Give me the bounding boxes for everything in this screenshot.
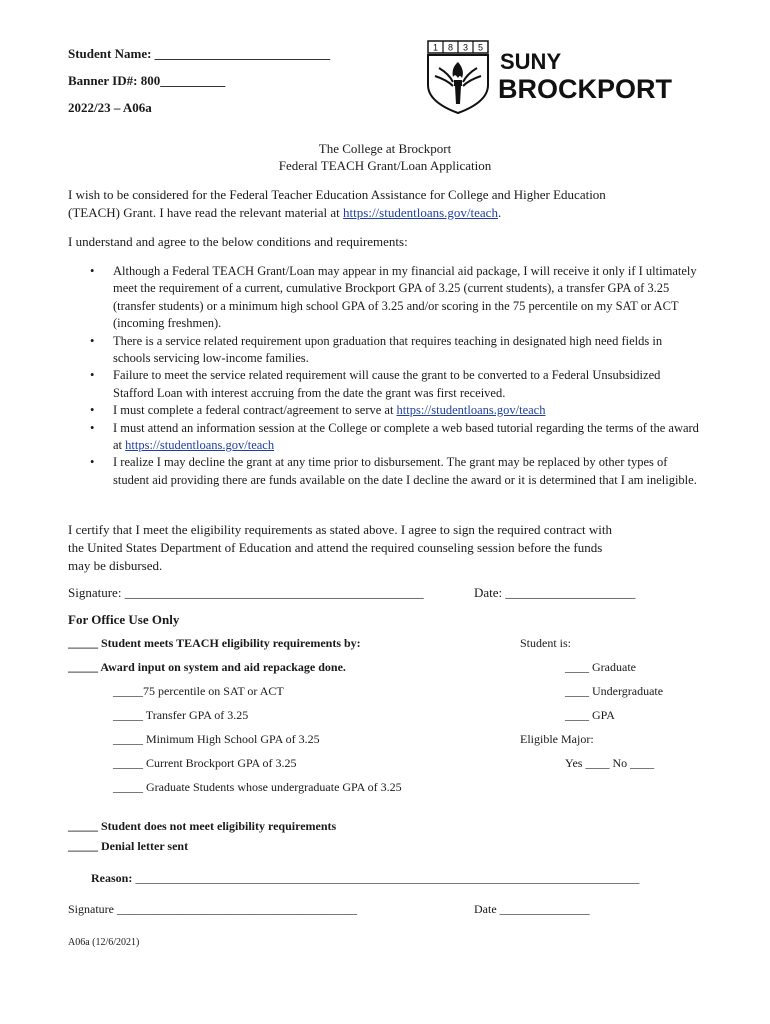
- condition-item: • I realize I may decline the grant at any time prior to disbursement. The grant may be replaced by other types of student aid providing there are funds available on the date I decline the award or it is determined that I am ineligible.: [88, 454, 700, 489]
- logo-suny-text: SUNY: [500, 49, 562, 74]
- condition-item: • I must complete a federal contract/agreement to serve at https://studentloans.gov/teach: [88, 402, 700, 419]
- logo-year-digit: 3: [462, 42, 469, 53]
- condition-item: • There is a service related requirement upon graduation that requires teaching in designated high need fields in schools servicing low-income families.: [88, 333, 700, 368]
- level-undergraduate: ____ Undergraduate: [565, 684, 664, 698]
- logo-year-digit: 8: [447, 42, 454, 53]
- conditions-intro: I understand and agree to the below conditions and requirements:: [68, 234, 408, 249]
- conditions-list: [88, 263, 700, 489]
- student-name-field: Student Name: ___________________________: [68, 46, 331, 61]
- date-line: Date: ____________________: [474, 585, 636, 600]
- logo-brockport-text: BROCKPORT: [498, 74, 672, 104]
- intro-line-2: (TEACH) Grant. I have read the relevant material at https://studentloans.gov/teach.: [68, 205, 502, 220]
- meets-requirements-line: _____ Student meets TEACH eligibility requirements by:: [68, 636, 361, 650]
- tutorial-link[interactable]: https://studentloans.gov/teach: [125, 438, 275, 453]
- office-use-heading: For Office Use Only: [68, 612, 180, 627]
- denial-letter-line: _____ Denial letter sent: [68, 839, 189, 853]
- award-input-line: _____ Award input on system and aid repackage done.: [68, 660, 346, 674]
- certify-line-2: the United States Department of Education and attend the required counseling session before the funds: [68, 540, 603, 555]
- level-gpa: ____ GPA: [565, 708, 615, 722]
- condition-item: • Failure to meet the service related requirement will cause the grant to be converted to a Federal Unsubsidized Stafford Loan with interest accruing from the date the grant was first received.: [88, 367, 700, 402]
- condition-item: • I must attend an information session at the College or complete a web based tutorial regarding the terms of the award at https://studentloans.gov/teach: [88, 420, 700, 455]
- suny-brockport-logo: [425, 40, 700, 115]
- level-graduate: ____ Graduate: [565, 660, 636, 674]
- college-title: The College at Brockport: [318, 141, 452, 156]
- certify-line-1: I certify that I meet the eligibility requirements as stated above. I agree to sign the required contract with: [68, 522, 612, 537]
- criteria-transfer-gpa: _____ Transfer GPA of 3.25: [113, 708, 249, 722]
- yes-no-line: Yes ____ No ____: [565, 756, 655, 770]
- form-title: Federal TEACH Grant/Loan Application: [278, 158, 492, 173]
- reason-line: Reason: ____________________________________________________________________________________: [91, 871, 640, 885]
- contract-link[interactable]: https://studentloans.gov/teach: [396, 403, 546, 418]
- criteria-sat-act: _____75 percentile on SAT or ACT: [113, 684, 284, 698]
- form-year-code: 2022/23 – A06a: [68, 100, 152, 115]
- form-revision-id: A06a (12/6/2021): [68, 937, 140, 948]
- student-is-label: Student is:: [520, 636, 572, 650]
- banner-id-field: Banner ID#: 800__________: [68, 73, 226, 88]
- logo-year-digit: 1: [432, 42, 439, 53]
- office-signature-line: Signature ________________________________________: [68, 902, 357, 916]
- logo-year-digit: 5: [477, 42, 484, 53]
- certify-line-3: may be disbursed.: [68, 558, 163, 573]
- not-eligible-line: _____ Student does not meet eligibility requirements: [68, 819, 337, 833]
- condition-item: • Although a Federal TEACH Grant/Loan may appear in my financial aid package, I will receive it only if I ultimately meet the requirement of a current, cumulative Brockport GPA of 3.25 (current students), a transfer GPA of 3.25 (transfer students) or a minimum high school GPA of 3.25 and/or scoring in the 75 percentile on my SAT or ACT (incoming freshmen).: [88, 263, 700, 333]
- criteria-brockport-gpa: _____ Current Brockport GPA of 3.25: [113, 756, 297, 770]
- criteria-graduate-gpa: _____ Graduate Students whose undergraduate GPA of 3.25: [113, 780, 402, 794]
- signature-line: Signature: ______________________________________________: [68, 585, 424, 600]
- intro-line-1: I wish to be considered for the Federal Teacher Education Assistance for College and Higher Education: [68, 187, 606, 202]
- office-date-line: Date _______________: [474, 902, 590, 916]
- criteria-hs-gpa: _____ Minimum High School GPA of 3.25: [113, 732, 320, 746]
- torch-shield-icon: [425, 40, 700, 115]
- eligible-major-label: Eligible Major:: [520, 732, 594, 746]
- teach-link[interactable]: https://studentloans.gov/teach: [343, 205, 498, 220]
